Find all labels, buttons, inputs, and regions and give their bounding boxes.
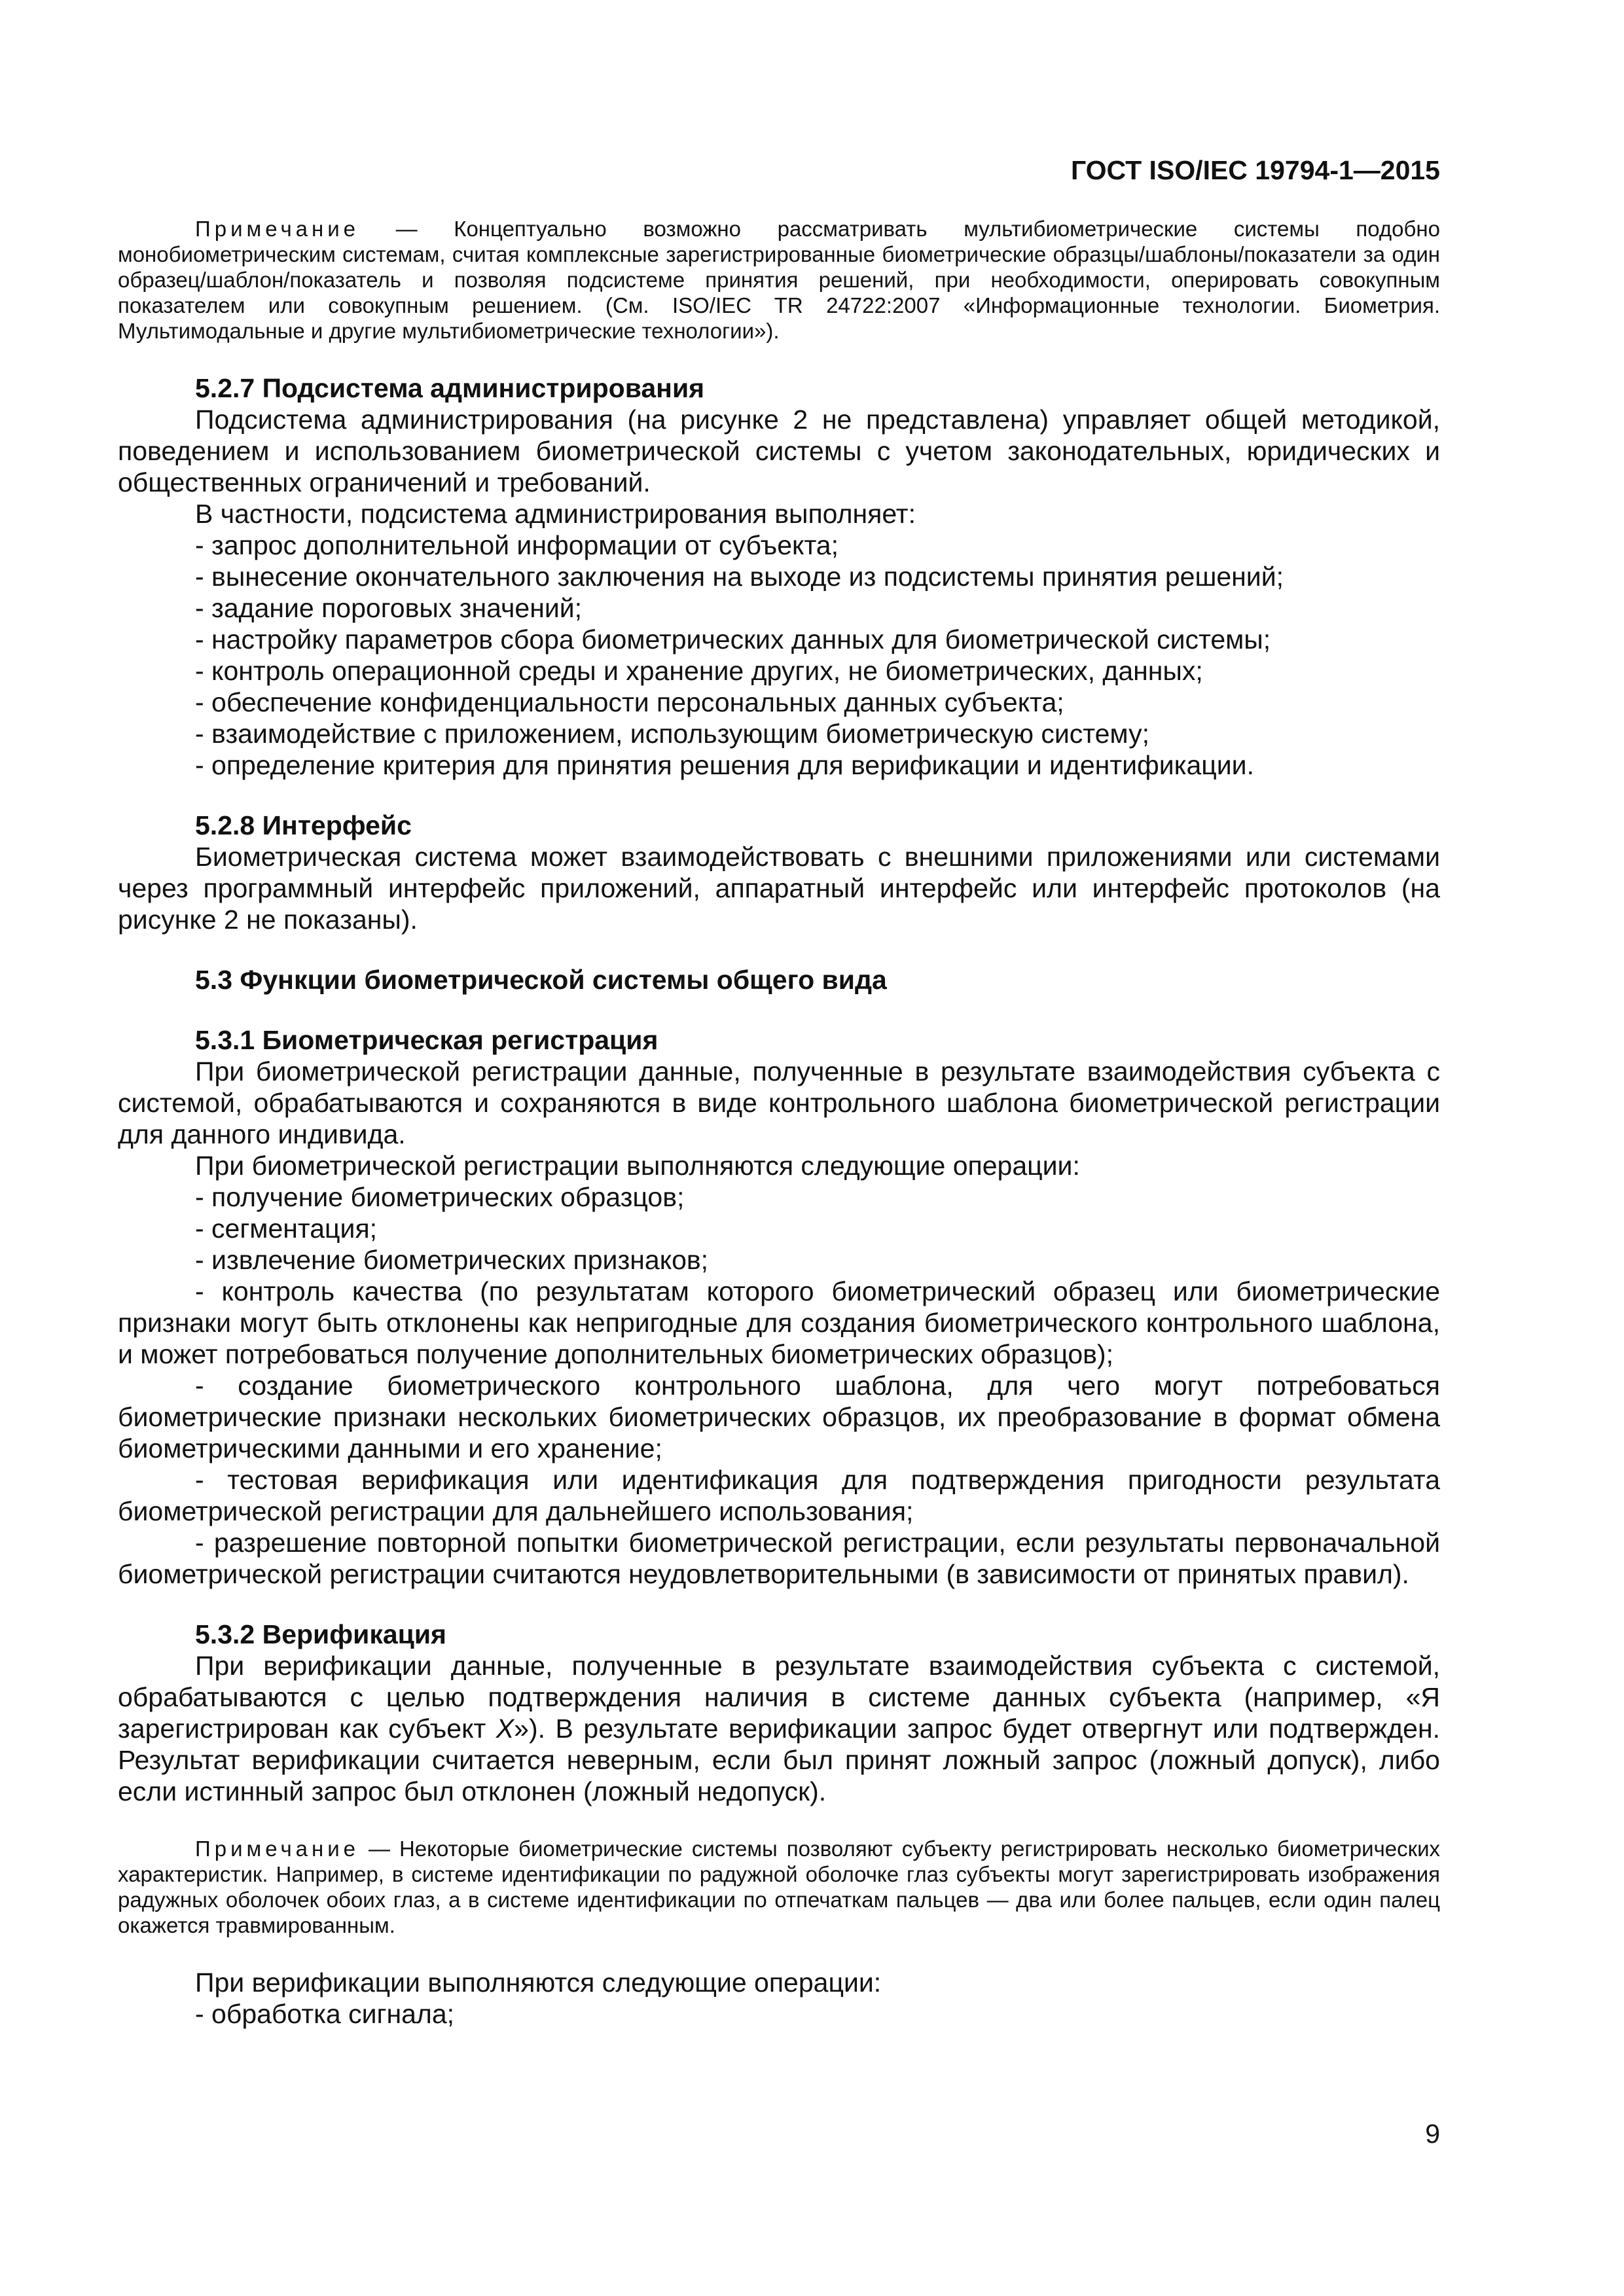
list-item: - контроль качества (по результатам которого биометрический образец или биометрические признаки могут быть отклонены как непригодные для создания биометрического контрольного шаблона, и может потребоваться получение дополнительных биометрических образцов); (118, 1276, 1440, 1369)
list-item: - получение биометрических образцов; (195, 1182, 685, 1212)
list-item: - создание биометрического контрольного шаблона, для чего могут потребоваться биометрические признаки нескольких биометрических образцов, их преобразование в формат обмена биометрическими данными и его хранение; (118, 1371, 1440, 1463)
paragraph-text: »). В результате верификации запрос будет отвергнут или подтвержден. Результат верификации считается неверным, если был принят ложный запрос (ложный допуск), либо если истинный запрос был отклонен (ложный недопуск). (118, 1713, 1440, 1806)
section-heading-5-2-7: 5.2.7 Подсистема администрирования (195, 373, 705, 403)
paragraph: При биометрической регистрации данные, полученные в результате взаимодействия субъекта с системой, обрабатываются и сохраняются в виде контрольного шаблона биометрической регистрации для данного индивида. (118, 1056, 1440, 1149)
paragraph: При биометрической регистрации выполняются следующие операции: (195, 1151, 1080, 1181)
note-label: Примечание (195, 217, 360, 241)
paragraph-text: При верификации данные, полученные в результате взаимодействия субъекта с системой, обрабатываются с целью подтверждения наличия в системе данных субъекта (например, «Я зарегистрирован как субъект (118, 1651, 1440, 1744)
page-content (118, 216, 1440, 2030)
paragraph (118, 1650, 1440, 1807)
list-item: - обработка сигнала; (195, 1999, 455, 2029)
list-item: - сегментация; (195, 1213, 378, 1244)
list-item: - вынесение окончательного заключения на выходе из подсистемы принятия решений; (195, 562, 1284, 592)
variable-x: X (496, 1713, 514, 1744)
section-heading-5-2-8: 5.2.8 Интерфейс (195, 810, 412, 840)
note-multiple-characteristics (118, 1836, 1440, 1938)
list-item: - контроль операционной среды и хранение других, не биометрических, данных; (195, 656, 1203, 686)
list-item: - взаимодействие с приложением, использующим биометрическую систему; (195, 719, 1149, 749)
list-item: - извлечение биометрических признаков; (195, 1245, 709, 1275)
note-label: Примечание (195, 1837, 360, 1861)
list-item: - определение критерия для принятия решения для верификации и идентификации. (195, 750, 1254, 780)
section-heading-5-3-1: 5.3.1 Биометрическая регистрация (195, 1025, 659, 1055)
note-dash: — (359, 217, 454, 241)
paragraph: Биометрическая система может взаимодействовать с внешними приложениями или системами через программный интерфейс приложений, аппаратный интерфейс или интерфейс протоколов (на рисунке 2 не показаны). (118, 842, 1440, 935)
paragraph: При верификации выполняются следующие операции: (195, 1967, 882, 1998)
section-heading-5-3-2: 5.3.2 Верификация (195, 1619, 446, 1649)
list-item: - разрешение повторной попытки биометрической регистрации, если результаты первоначальной биометрической регистрации считаются неудовлетворительными (в зависимости от принятых правил). (118, 1528, 1440, 1589)
list-item: - запрос дополнительной информации от субъекта; (195, 530, 839, 560)
note-dash: — (359, 1837, 399, 1861)
list-item: - настройку параметров сбора биометрических данных для биометрической системы; (195, 624, 1271, 655)
note-text: Концептуально возможно рассматривать мультибиометрические системы подобно монобиометрическим системам, считая комплексные зарегистрированные биометрические образцы/шаблоны/показатели за один образец/шаблон/показатель и позволяя подсистеме принятия решений, при необходимости, оперировать совокупным показателем или совокупным решением. (См. ISO/IEC TR 24722:2007 «Информационные технологии. Биометрия. Мультимодальные и другие мультибиометрические технологии»). (118, 217, 1440, 343)
document-code-header: ГОСТ ISO/IEC 19794-1—2015 (1070, 155, 1440, 185)
note-text: Некоторые биометрические системы позволяют субъекту регистрировать несколько биометрических характеристик. Например, в системе идентификации по радужной оболочке глаз субъекты могут зарегистрировать изображения радужных оболочек обоих глаз, а в системе идентификации по отпечаткам пальцев — два или более пальцев, если один палец окажется травмированным. (118, 1837, 1441, 1937)
note-multibiometric (118, 216, 1440, 344)
paragraph: В частности, подсистема администрирования выполняет: (195, 499, 916, 529)
list-item: - обеспечение конфиденциальности персональных данных субъекта; (195, 687, 1064, 717)
section-heading-5-3: 5.3 Функции биометрической системы общего вида (195, 965, 887, 995)
list-item: - тестовая верификация или идентификация для подтверждения пригодности результата биометрической регистрации для дальнейшего использования; (118, 1465, 1440, 1526)
list-item: - задание пороговых значений; (195, 593, 583, 623)
document-page (118, 0, 1440, 2296)
page-number: 9 (1425, 2119, 1440, 2149)
paragraph: Подсистема администрирования (на рисунке 2 не представлена) управляет общей методикой, поведением и использованием биометрической системы с учетом законодательных, юридических и общественных ограничений и требований. (118, 404, 1440, 497)
